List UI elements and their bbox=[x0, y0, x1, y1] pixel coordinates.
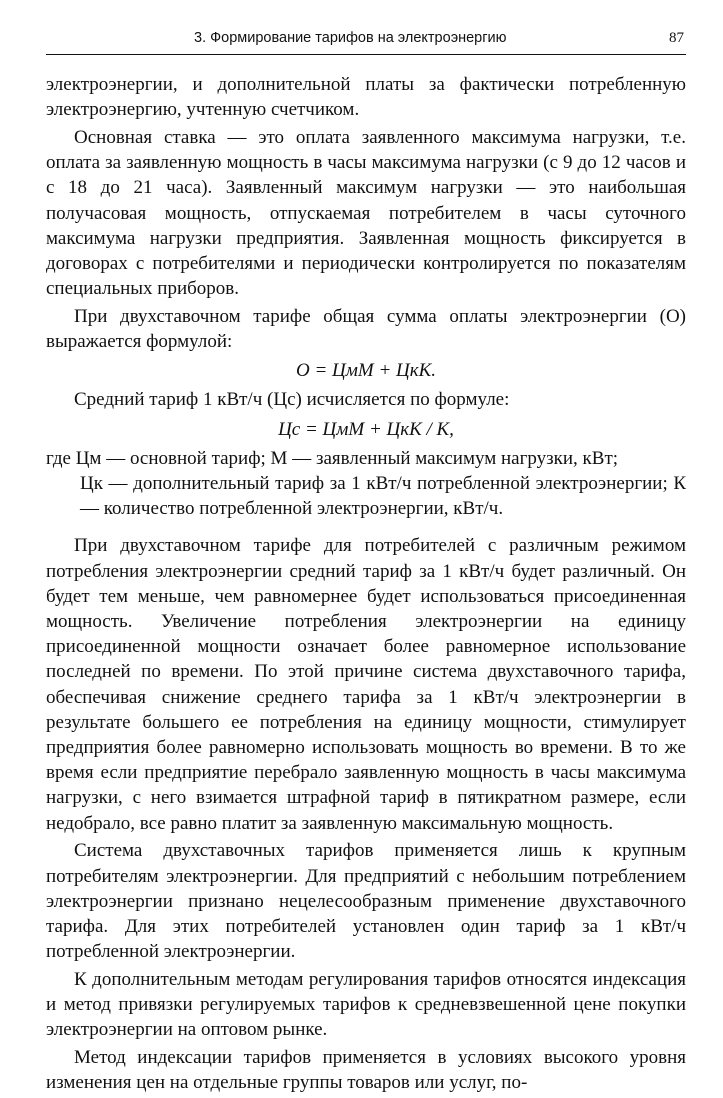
paragraph-additional-methods: К дополнительным методам регулирования тарифов относятся индексация и метод привязки регулируемых тарифов к средневзвешенной цене покупки электроэнергии на оптовом рынке. bbox=[46, 968, 686, 1041]
paragraph-indexation: Метод индексации тарифов применяется в условиях высокого уровня изменения цен на отдельные группы товаров или услуг, по- bbox=[46, 1047, 686, 1094]
paragraph-consumer-modes: При двухставочном тарифе для потребителей с различным режимом потребления электроэнергии средний тариф за 1 кВт/ч будет различный. Он будет тем меньше, чем равномернее будет использоваться присоединенная мощность. Увеличение потребления электроэнергии на единицу присоединенной мощности означает более равномерное использование последней по времени. По этой причине система двухставочного тарифа, обеспечивая снижение среднего тарифа за 1 кВт/ч электроэнергии в результате большего ее потребления на единицу мощности, стимулирует предприятия более равномерно использовать мощность во времени. В то же время если предприятие перебрало заявленную мощность в часы максимума нагрузки, с него взимается штрафной тариф в пятикратном размере, если недобрало, все равно платит за заявленную максимальную мощность. bbox=[46, 535, 686, 834]
legend-line-1: где Цм — основной тариф; М — заявленный максимум нагрузки, кВт; bbox=[46, 447, 619, 469]
paragraph-base-rate: Основная ставка — это оплата заявленного максимума нагрузки, т.е. оплата за заявленную мощность в часы максимума нагрузки (с 9 до 12 часов и с 18 до 21 часа). Заявленный максимум нагрузки — это наибольшая получасовая мощность, отпускаемая потребителем в часы суточного максимума нагрузки предприятия. Заявленная мощность фиксируется в договорах с потребителями и периодически контролируется по показателям специальных приборов. bbox=[46, 126, 686, 300]
paragraph-average-tariff: Средний тариф 1 кВт/ч (Цс) исчисляется по формуле: bbox=[74, 389, 510, 411]
paragraph-two-rate-intro: При двухставочном тарифе общая сумма оплаты электроэнергии (О) выражается формулой: bbox=[46, 305, 686, 353]
paragraph-large-consumers: Система двухставочных тарифов применяется лишь к крупным потребителям электроэнергии. Для предприятий с небольшим потреблением электроэнергии признано нецелесообразным применение двухставочного тарифа. Для этих потребителей установлен один тариф за 1 кВт/ч потребленной электроэнергии. bbox=[46, 840, 686, 963]
legend-line-2: Цк — дополнительный тариф за 1 кВт/ч потребленной электроэнергии; К — количество потребленной электроэнергии, кВт/ч. bbox=[80, 473, 686, 520]
running-header bbox=[46, 24, 686, 55]
formula-average-tariff: Цс = ЦмМ + ЦкК / К, bbox=[278, 418, 454, 440]
paragraph-continuation: электроэнергии, и дополнительной платы за фактически потребленную электроэнергию, учтенную счетчиком. bbox=[46, 74, 686, 121]
formula-legend bbox=[46, 446, 686, 522]
formula-total-payment: О = ЦмМ + ЦкК. bbox=[295, 360, 436, 382]
body-text bbox=[46, 72, 686, 1098]
page-number: 87 bbox=[669, 30, 684, 46]
chapter-title: 3. Формирование тарифов на электроэнергию bbox=[194, 30, 507, 46]
